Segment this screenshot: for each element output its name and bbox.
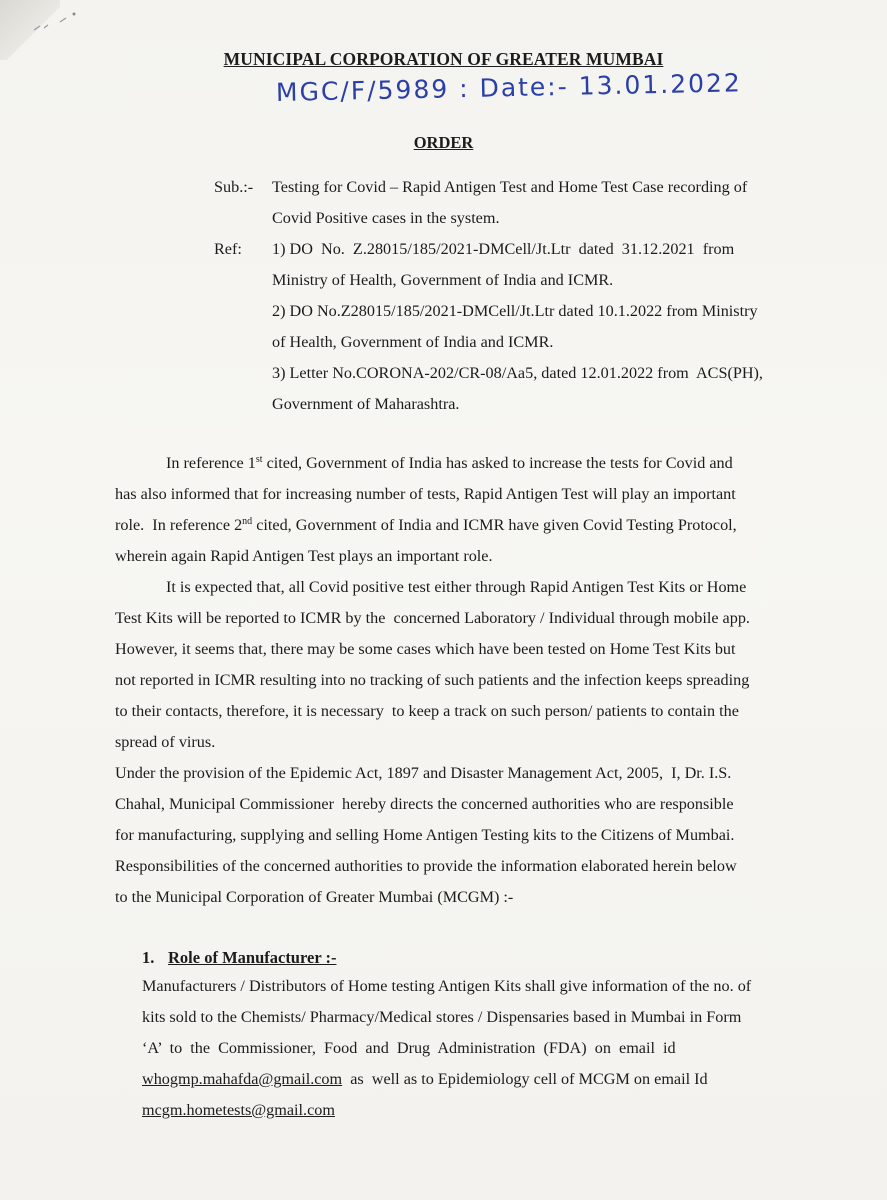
section-1-line-4: whogmp.mahafda@gmail.com as well as to Epidemiology cell of MCGM on email Id: [142, 1070, 708, 1088]
section-1-line-3: ‘A’ to the Commissioner, Food and Drug Administration (FDA) on email id: [142, 1039, 676, 1057]
paragraph-3-line-1: Under the provision of the Epidemic Act, 1897 and Disaster Management Act, 2005, I, Dr. I.S.: [115, 764, 732, 782]
section-1-heading: Role of Manufacturer :-: [168, 948, 337, 967]
paragraph-1-line-1: In reference 1st cited, Government of India has asked to increase the tests for Covid and: [166, 454, 733, 472]
section-1-number: 1.: [142, 948, 155, 967]
paragraph-2-line-2: Test Kits will be reported to ICMR by the concerned Laboratory / Individual through mobile app.: [115, 609, 750, 627]
paragraph-2-line-4: not reported in ICMR resulting into no tracking of such patients and the infection keeps spreading: [115, 671, 750, 689]
paragraph-2-line-5: to their contacts, therefore, it is necessary to keep a track on such person/ patients to contain the: [115, 702, 739, 720]
reference-line-2: Ministry of Health, Government of India and ICMR.: [272, 271, 614, 289]
document-title: MUNICIPAL CORPORATION OF GREATER MUMBAI: [223, 49, 664, 69]
paragraph-2-line-1: It is expected that, all Covid positive test either through Rapid Antigen Test Kits or Home: [166, 578, 747, 596]
paragraph-1-line-2: has also informed that for increasing number of tests, Rapid Antigen Test will play an important: [115, 485, 736, 503]
reference-line-3: 2) DO No.Z28015/185/2021-DMCell/Jt.Ltr dated 10.1.2022 from Ministry: [272, 302, 758, 320]
paragraph-1-line-4: wherein again Rapid Antigen Test plays an important role.: [115, 547, 493, 565]
handwritten-reference-number: MGC/F/5989 : Date:- 13.01.2022: [275, 68, 743, 107]
section-1-line-2: kits sold to the Chemists/ Pharmacy/Medical stores / Dispensaries based in Mumbai in Form: [142, 1008, 742, 1026]
scan-artifact-mark: [30, 8, 90, 38]
reference-line-5: 3) Letter No.CORONA-202/CR-08/Aa5, dated 12.01.2022 from ACS(PH),: [272, 364, 763, 382]
reference-line-1: 1) DO No. Z.28015/185/2021-DMCell/Jt.Ltr dated 31.12.2021 from: [272, 240, 735, 258]
paragraph-3-line-5: to the Municipal Corporation of Greater Mumbai (MCGM) :-: [115, 888, 514, 906]
section-1-line-1: Manufacturers / Distributors of Home testing Antigen Kits shall give information of the no. of: [142, 977, 752, 995]
fda-email-link[interactable]: whogmp.mahafda@gmail.com: [142, 1070, 343, 1088]
paragraph-2-line-3: However, it seems that, there may be some cases which have been tested on Home Test Kits but: [115, 640, 736, 658]
reference-line-6: Government of Maharashtra.: [272, 395, 460, 413]
paragraph-3-line-2: Chahal, Municipal Commissioner hereby directs the concerned authorities who are responsible: [115, 795, 734, 813]
subject-label: Sub.:-: [214, 178, 254, 196]
reference-line-4: of Health, Government of India and ICMR.: [272, 333, 554, 351]
order-heading: ORDER: [413, 133, 474, 152]
section-1-line-5: [142, 1095, 335, 1127]
paragraph-3-line-4: Responsibilities of the concerned authorities to provide the information elaborated herein below: [115, 857, 737, 875]
subject-line-2: Covid Positive cases in the system.: [272, 209, 500, 227]
mcgm-email-link[interactable]: mcgm.hometests@gmail.com: [142, 1101, 335, 1119]
paragraph-1-line-3: role. In reference 2nd cited, Government of India and ICMR have given Covid Testing Protocol,: [115, 516, 737, 534]
paragraph-2-line-6: spread of virus.: [115, 733, 216, 751]
subject-line-1: Testing for Covid – Rapid Antigen Test and Home Test Case recording of: [272, 178, 748, 196]
paragraph-3-line-3: for manufacturing, supplying and selling Home Antigen Testing kits to the Citizens of Mumbai.: [115, 826, 735, 844]
reference-label: Ref:: [214, 240, 242, 258]
